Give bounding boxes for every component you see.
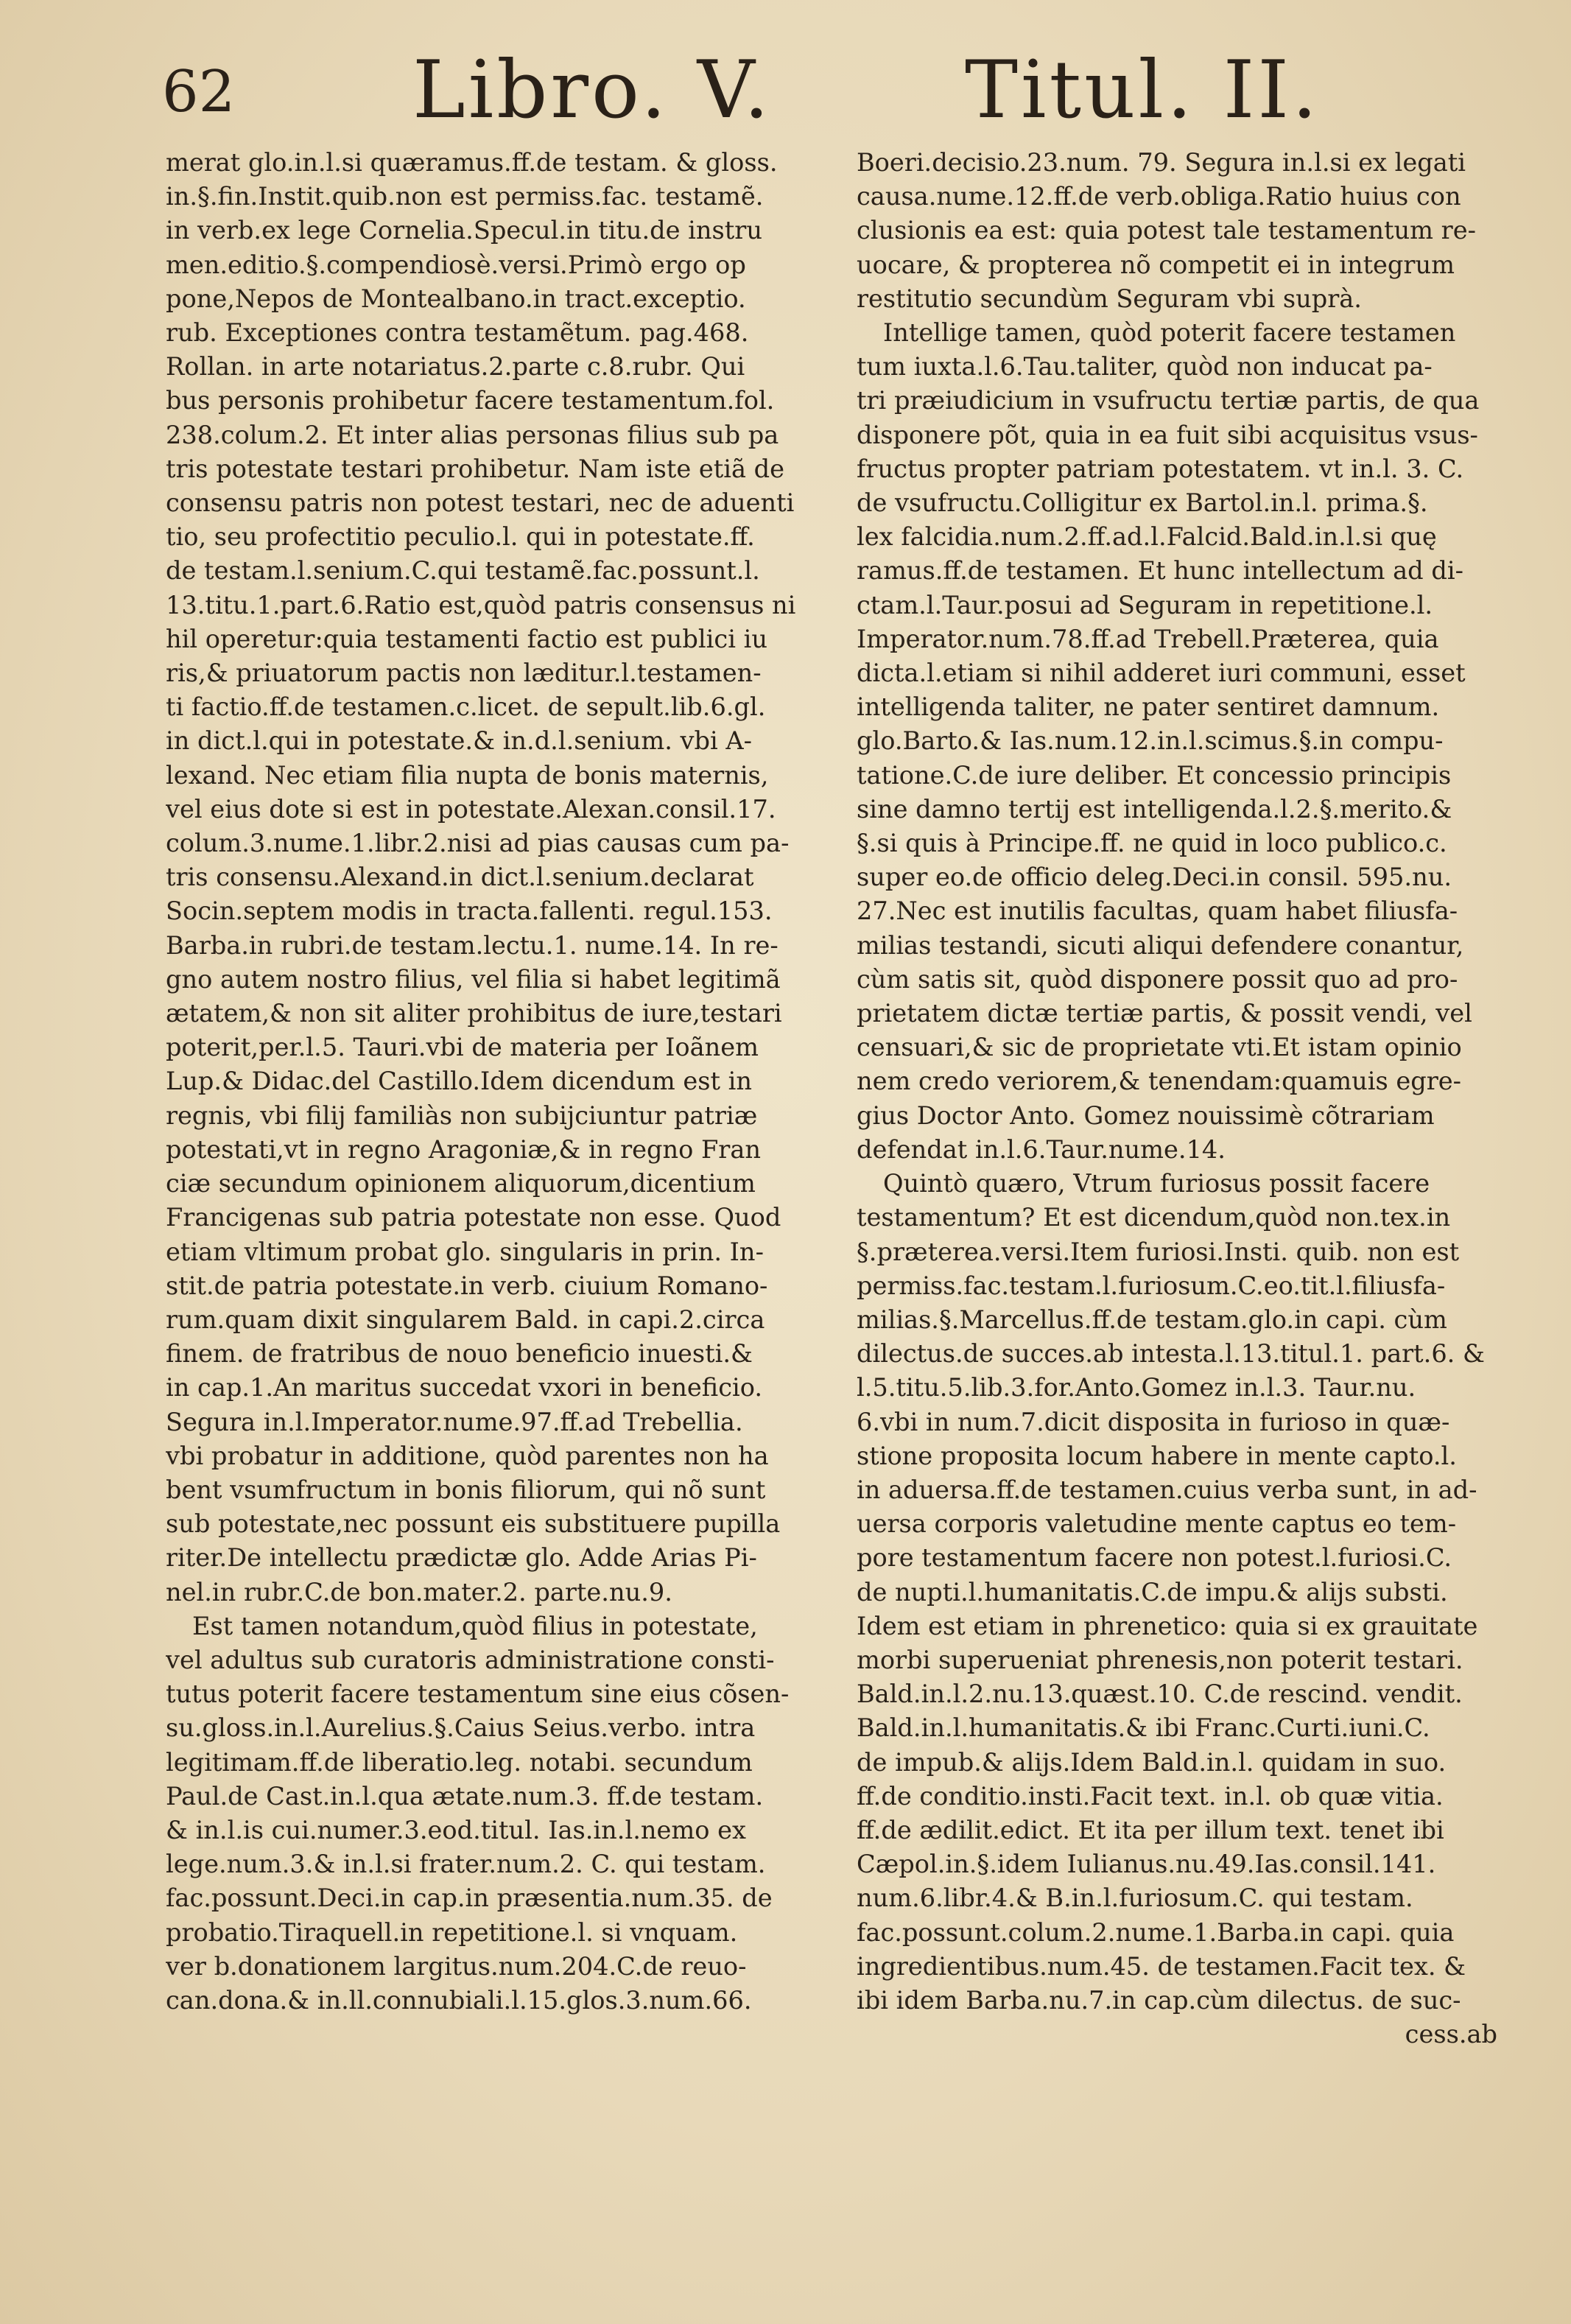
text-line: gius Doctor Anto. Gomez nouissimè cõtrariam	[857, 1100, 1435, 1130]
text-line: in cap.1.An maritus succedat vxori in beneficio.	[166, 1373, 763, 1403]
text-line: 27.Nec est inutilis facultas, quam habet filiusfa-	[857, 896, 1458, 926]
text-line: §.si quis à Principe.ff. ne quid in loco publico.c.	[857, 829, 1447, 858]
text-line: num.6.libr.4.& B.in.l.furiosum.C. qui testam.	[857, 1884, 1413, 1913]
text-line: stit.de patria potestate.in verb. ciuium Romano-	[166, 1271, 768, 1300]
text-line: lex falcidia.num.2.ff.ad.l.Falcid.Bald.in.l.si quę	[857, 522, 1437, 552]
text-line: Intellige tamen, quòd poterit facere testamen	[883, 318, 1456, 348]
text-line: can.dona.& in.ll.connubiali.l.15.glos.3.num.66.	[166, 1985, 752, 2015]
text-line: etiam vltimum probat glo. singularis in prin. In-	[166, 1237, 764, 1266]
text-line: causa.nume.12.ff.de verb.obliga.Ratio huius con	[857, 182, 1461, 211]
text-line: glo.Barto.& Ias.num.12.in.l.scimus.§.in compu-	[857, 726, 1444, 756]
text-line: clusionis ea est: quia potest tale testamentum re-	[857, 216, 1476, 245]
text-line: in dict.l.qui in potestate.& in.d.l.senium. vbi A-	[166, 726, 753, 756]
text-line: intelligenda taliter, ne pater sentiret damnum.	[857, 692, 1440, 722]
text-line: tum iuxta.l.6.Tau.taliter, quòd non inducat pa-	[857, 352, 1433, 382]
text-line: vel adultus sub curatoris administratione consti-	[166, 1645, 775, 1674]
text-line: dilectus.de succes.ab intesta.l.13.titul.1. part.6. &	[857, 1339, 1485, 1369]
left-text-column	[166, 146, 806, 2018]
text-line: Socin.septem modis in tracta.fallenti. regul.153.	[166, 896, 773, 926]
text-line: riter.De intellectu prædictæ glo. Adde Arias Pi-	[166, 1543, 757, 1573]
text-line: 13.titu.1.part.6.Ratio est,quòd patris consensus ni	[166, 590, 796, 619]
page-number: 62	[162, 59, 236, 125]
text-line: milias.§.Marcellus.ff.de testam.glo.in capi. cùm	[857, 1305, 1447, 1334]
right-text-column	[857, 146, 1497, 2051]
text-line: in aduersa.ff.de testamen.cuius verba sunt, in ad-	[857, 1475, 1477, 1504]
text-line: vel eius dote si est in potestate.Alexan.consil.17.	[166, 794, 776, 824]
text-line: de testam.l.senium.C.qui testamẽ.fac.possunt.l.	[166, 556, 760, 586]
running-header	[162, 44, 1488, 136]
text-line: men.editio.§.compendiosè.versi.Primò ergo op	[166, 250, 746, 279]
text-line: Est tamen notandum,quòd filius in potestate,	[192, 1611, 758, 1640]
text-line: de nupti.l.humanitatis.C.de impu.& alijs substi.	[857, 1577, 1448, 1607]
text-line: milias testandi, sicuti aliqui defendere conantur,	[857, 930, 1464, 960]
text-line: cùm satis sit, quòd disponere possit quo ad pro-	[857, 964, 1458, 994]
text-line: tatione.C.de iure deliber. Et concessio principis	[857, 760, 1452, 790]
text-line: ingredientibus.num.45. de testamen.Facit tex. &	[857, 1951, 1466, 1981]
text-line: tio, seu profectitio peculio.l. qui in potestate.ff.	[166, 522, 755, 552]
text-line: & in.l.is cui.numer.3.eod.titul. Ias.in.l.nemo ex	[166, 1815, 746, 1844]
text-line: consensu patris non potest testari, nec de aduenti	[166, 488, 795, 518]
text-line: fructus propter patriam potestatem. vt in.l. 3. C.	[857, 454, 1464, 483]
text-line: rum.quam dixit singularem Bald. in capi.2.circa	[166, 1305, 765, 1334]
text-line: Barba.in rubri.de testam.lectu.1. nume.14. In re-	[166, 930, 779, 960]
text-line: permiss.fac.testam.l.furiosum.C.eo.tit.l.filiusfa-	[857, 1271, 1446, 1300]
text-line: Lup.& Didac.del Castillo.Idem dicendum est in	[166, 1067, 752, 1096]
text-line: potestati,vt in regno Aragoniæ,& in regno Fran	[166, 1134, 761, 1164]
text-line: Paul.de Cast.in.l.qua ætate.num.3. ff.de testam.	[166, 1781, 764, 1811]
text-line: su.gloss.in.l.Aurelius.§.Caius Seius.verbo. intra	[166, 1713, 756, 1743]
text-line: in.§.fin.Instit.quib.non est permiss.fac. testamẽ.	[166, 182, 764, 211]
text-line: ramus.ff.de testamen. Et hunc intellectum ad di-	[857, 556, 1463, 586]
text-line: Rollan. in arte notariatus.2.parte c.8.rubr. Qui	[166, 352, 745, 382]
text-line: defendat in.l.6.Taur.nume.14.	[857, 1134, 1226, 1164]
text-line: Boeri.decisio.23.num. 79. Segura in.l.si ex legati	[857, 148, 1466, 177]
text-line: Quintò quæro, Vtrum furiosus possit facere	[883, 1169, 1430, 1198]
text-line: rub. Exceptiones contra testamẽtum. pag.468.	[166, 318, 749, 348]
text-line: lege.num.3.& in.l.si frater.num.2. C. qui testam.	[166, 1850, 766, 1879]
text-line: cess.ab	[1405, 2020, 1497, 2049]
text-line: Bald.in.l.2.nu.13.quæst.10. C.de rescind. vendit.	[857, 1679, 1463, 1709]
text-line: legitimam.ff.de liberatio.leg. notabi. secundum	[166, 1747, 753, 1777]
text-line: ætatem,& non sit aliter prohibitus de iure,testari	[166, 999, 782, 1028]
text-line: sub potestate,nec possunt eis substituere pupilla	[166, 1509, 781, 1539]
text-line: uersa corporis valetudine mente captus eo tem-	[857, 1509, 1457, 1539]
text-line: Bald.in.l.humanitatis.& ibi Franc.Curti.iuni.C.	[857, 1713, 1430, 1743]
text-line: ctam.l.Taur.posui ad Seguram in repetitione.l.	[857, 590, 1433, 619]
text-line: 6.vbi in num.7.dicit disposita in furioso in quæ-	[857, 1407, 1450, 1436]
text-line: prietatem dictæ tertiæ partis, & possit vendi, vel	[857, 999, 1472, 1028]
text-line: regnis, vbi filij familiàs non subijciuntur patriæ	[166, 1100, 758, 1130]
text-line: stione proposita locum habere in mente capto.l.	[857, 1441, 1457, 1470]
text-line: lexand. Nec etiam filia nupta de bonis maternis,	[166, 760, 769, 790]
text-line: Cæpol.in.§.idem Iulianus.nu.49.Ias.consil.141.	[857, 1850, 1436, 1879]
text-line: de vsufructu.Colligitur ex Bartol.in.l. prima.§.	[857, 488, 1428, 518]
text-line: ibi idem Barba.nu.7.in cap.cùm dilectus. de suc-	[857, 1985, 1461, 2015]
text-line: hil operetur:quia testamenti factio est publici iu	[166, 624, 767, 653]
text-line: in verb.ex lege Cornelia.Specul.in titu.de instru	[166, 216, 762, 245]
text-line: ver b.donationem largitus.num.204.C.de reuo-	[166, 1951, 747, 1981]
text-line: uocare, & propterea nõ competit ei in integrum	[857, 250, 1455, 279]
text-line: l.5.titu.5.lib.3.for.Anto.Gomez in.l.3. Taur.nu.	[857, 1373, 1416, 1403]
text-line: Idem est etiam in phrenetico: quia si ex grauitate	[857, 1611, 1478, 1640]
text-line: poterit,per.l.5. Tauri.vbi de materia per Ioãnem	[166, 1033, 759, 1062]
text-line: finem. de fratribus de nouo beneficio inuesti.&	[166, 1339, 753, 1369]
text-line: ff.de conditio.insti.Facit text. in.l. ob quæ vitia.	[857, 1781, 1444, 1811]
text-line: ris,& priuatorum pactis non læditur.l.testamen-	[166, 659, 762, 688]
text-line: vbi probatur in additione, quòd parentes non ha	[166, 1441, 769, 1470]
text-line: Francigenas sub patria potestate non esse. Quod	[166, 1203, 781, 1232]
text-line: pore testamentum facere non potest.l.furiosi.C.	[857, 1543, 1452, 1573]
text-line: restitutio secundùm Seguram vbi suprà.	[857, 284, 1362, 313]
text-line: gno autem nostro filius, vel filia si habet legitimã	[166, 964, 781, 994]
text-line: dicta.l.etiam si nihil adderet iuri communi, esset	[857, 659, 1466, 688]
text-line: ti factio.ff.de testamen.c.licet. de sepult.lib.6.gl.	[166, 692, 766, 722]
text-line: fac.possunt.colum.2.nume.1.Barba.in capi. quia	[857, 1917, 1455, 1947]
text-line: nel.in rubr.C.de bon.mater.2. parte.nu.9.	[166, 1577, 672, 1607]
title-heading: Titul. II.	[965, 44, 1321, 136]
text-line: testamentum? Et est dicendum,quòd non.tex.in	[857, 1203, 1451, 1232]
text-line: Imperator.num.78.ff.ad Trebell.Præterea, quia	[857, 624, 1439, 653]
text-line: ff.de ædilit.edict. Et ita per illum text. tenet ibi	[857, 1815, 1444, 1844]
text-line: pone,Nepos de Montealbano.in tract.exceptio.	[166, 284, 746, 313]
book-heading: Libro. V.	[412, 44, 773, 136]
text-line: nem credo veriorem,& tenendam:quamuis egre-	[857, 1067, 1462, 1096]
text-line: probatio.Tiraquell.in repetitione.l. si vnquam.	[166, 1917, 738, 1947]
text-line: §.præterea.versi.Item furiosi.Insti. quib. non est	[857, 1237, 1460, 1266]
text-line: bus personis prohibetur facere testamentum.fol.	[166, 386, 775, 415]
text-line: colum.3.nume.1.libr.2.nisi ad pias causas cum pa-	[166, 829, 790, 858]
text-line: tris potestate testari prohibetur. Nam iste etiã de	[166, 454, 785, 483]
text-line: tutus poterit facere testamentum sine eius cõsen-	[166, 1679, 790, 1709]
text-line: bent vsumfructum in bonis filiorum, qui nõ sunt	[166, 1475, 766, 1504]
text-line: Segura in.l.Imperator.nume.97.ff.ad Trebellia.	[166, 1407, 743, 1436]
text-line: merat glo.in.l.si quæramus.ff.de testam. & gloss.	[166, 148, 778, 177]
text-line: super eo.de officio deleg.Deci.in consil. 595.nu.	[857, 863, 1452, 892]
text-line: ciæ secundum opinionem aliquorum,dicentium	[166, 1169, 756, 1198]
text-line: fac.possunt.Deci.in cap.in præsentia.num.35. de	[166, 1884, 773, 1913]
text-line: 238.colum.2. Et inter alias personas filius sub pa	[166, 420, 779, 449]
text-line: tri præiudicium in vsufructu tertiæ partis, de qua	[857, 386, 1480, 415]
text-line: tris consensu.Alexand.in dict.l.senium.declarat	[166, 863, 754, 892]
text-line: morbi superueniat phrenesis,non poterit testari.	[857, 1645, 1463, 1674]
text-line: censuari,& sic de proprietate vti.Et istam opinio	[857, 1033, 1462, 1062]
text-line: sine damno tertij est intelligenda.l.2.§.merito.&	[857, 794, 1452, 824]
text-line: disponere põt, quia in ea fuit sibi acquisitus vsus-	[857, 420, 1478, 449]
text-line: de impub.& alijs.Idem Bald.in.l. quidam in suo.	[857, 1747, 1447, 1777]
